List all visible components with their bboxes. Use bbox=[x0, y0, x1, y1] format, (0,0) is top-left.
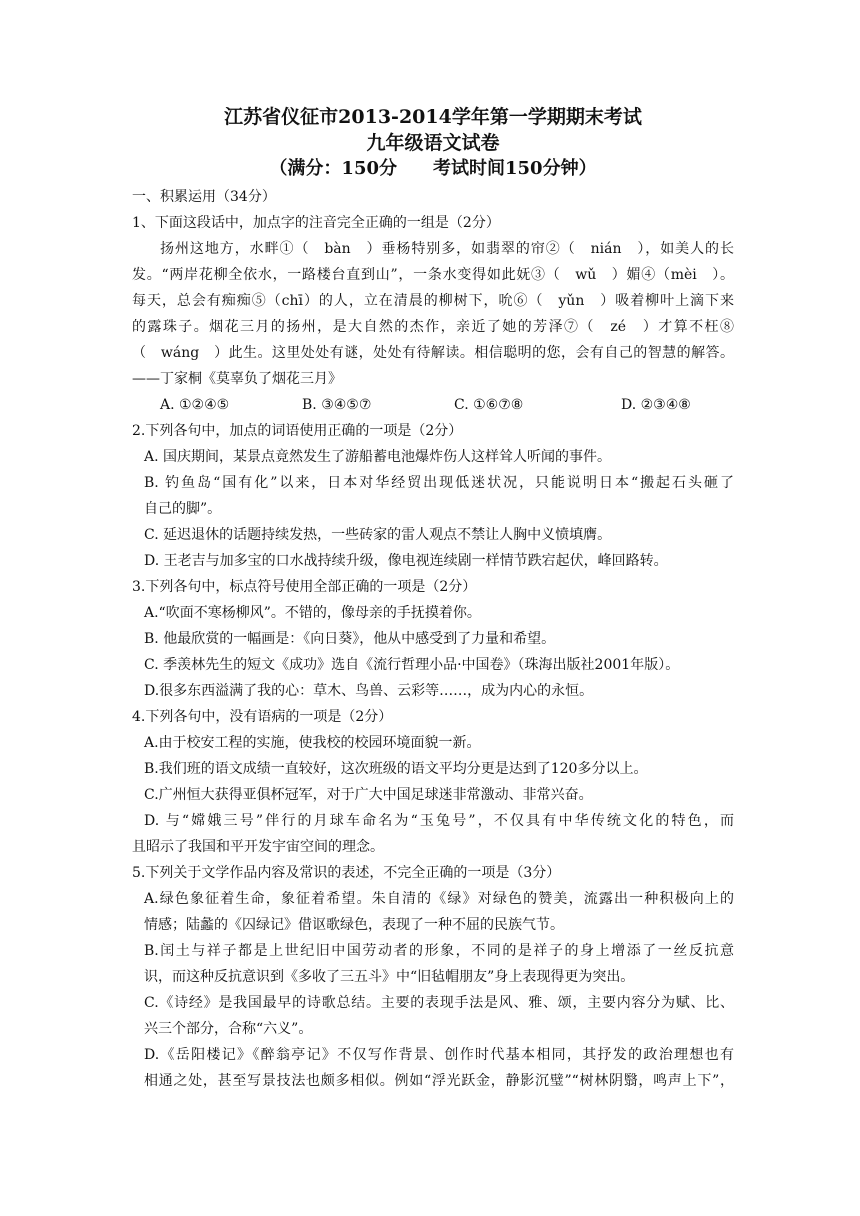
q4-option-line: D. 与“嫦娥三号”伴行的月球车命名为“玉兔号”，不仅具有中华传统文化的特色，而 bbox=[144, 813, 734, 829]
q1-option-d: D. ②③④⑧ bbox=[621, 397, 691, 413]
exam-title-line3: （满分：150分 考试时间150分钟） bbox=[269, 158, 597, 179]
q3-option-line: C. 季羡林先生的短文《成功》选自《流行哲理小品·中国卷》（珠海出版社2001年版）。 bbox=[144, 657, 680, 673]
q1-option-a: A. ①②④⑤ bbox=[160, 397, 230, 413]
q2-option-line: A. 国庆期间，某景点竟然发生了游船蓄电池爆炸伤人这样耸人听闻的事件。 bbox=[144, 449, 612, 465]
q2-option-line: D. 王老吉与加多宝的口水战持续升级，像电视连续剧一样情节跌宕起伏，峰回路转。 bbox=[144, 553, 668, 569]
q1-passage-source: ——丁家桐《莫辜负了烟花三月》 bbox=[132, 371, 342, 387]
q4-option-line: 且昭示了我国和平开发宇宙空间的理念。 bbox=[132, 839, 384, 855]
q5-option-line: A.绿色象征着生命，象征着希望。朱自清的《绿》对绿色的赞美，流露出一种积极向上的 bbox=[144, 891, 734, 907]
q4-option-line: A.由于校安工程的实施，使我校的校园环境面貌一新。 bbox=[144, 735, 481, 751]
q1-passage-line: 的露珠子。烟花三月的扬州，是大自然的杰作，亲近了她的芳泽⑦（ zé ）才算不枉⑧ bbox=[132, 319, 734, 335]
q3-option-line: B. 他最欣赏的一幅画是：《向日葵》，他从中感受到了力量和希望。 bbox=[144, 631, 556, 647]
q2-option-line: C. 延迟退休的话题持续发热，一些砖家的雷人观点不禁让人胸中义愤填膺。 bbox=[144, 527, 612, 543]
q1-option-b: B. ③④⑤⑦ bbox=[302, 397, 372, 413]
q1-passage-line: （ wáng ）此生。这里处处有谜，处处有待解读。相信聪明的您，会有自己的智慧的解答。 bbox=[132, 345, 734, 361]
exam-title-line1: 江苏省仪征市2013-2014学年第一学期期末考试 bbox=[224, 106, 642, 128]
q5-option-line: 兴三个部分，合称“六义”。 bbox=[144, 1021, 313, 1037]
q1-option-c: C. ①⑥⑦⑧ bbox=[454, 397, 524, 413]
q2-option-line: B. 钓鱼岛“国有化”以来，日本对华经贸出现低迷状况，只能说明日本“搬起石头砸了 bbox=[144, 475, 734, 491]
q5-option-line: 情感；陆蠡的《囚绿记》借讴歌绿色，表现了一种不屈的民族气节。 bbox=[144, 917, 564, 933]
exam-title-line2: 九年级语文试卷 bbox=[366, 132, 500, 154]
section-heading: 一、积累运用（34分） bbox=[132, 189, 276, 205]
q5-option-line: 相通之处，甚至写景技法也颇多相似。例如“浮光跃金，静影沉璧”“树林阴翳，鸣声上下”， bbox=[144, 1073, 734, 1089]
question-5-stem: 5.下列关于文学作品内容及常识的表述，不完全正确的一项是（3分） bbox=[132, 865, 561, 881]
question-3-stem: 3.下列各句中，标点符号使用全部正确的一项是（2分） bbox=[132, 579, 477, 595]
question-2-stem: 2.下列各句中，加点的词语使用正确的一项是（2分） bbox=[132, 423, 463, 439]
q1-passage-line: 扬州这地方，水畔①（ bàn ）垂杨特别多，如翡翠的帘②（ nián ），如美人的长 bbox=[160, 241, 734, 257]
q4-option-line: C.广州恒大获得亚俱杯冠军，对于广大中国足球迷非常激动、非常兴奋。 bbox=[144, 787, 593, 803]
q3-option-line: D.很多东西溢满了我的心：草木、鸟兽、云彩等……，成为内心的永恒。 bbox=[144, 683, 594, 699]
q5-option-line: C.《诗经》是我国最早的诗歌总结。主要的表现手法是风、雅、颂，主要内容分为赋、比、 bbox=[144, 995, 734, 1011]
q4-option-line: B.我们班的语文成绩一直较好，这次班级的语文平均分更是达到了120多分以上。 bbox=[144, 761, 648, 777]
q1-passage-line: 发。“两岸花柳全依水，一路楼台直到山”，一条水变得如此妩③（ wǔ ）媚④（mèi ）。 bbox=[132, 267, 734, 283]
question-4-stem: 4.下列各句中，没有语病的一项是（2分） bbox=[132, 709, 393, 725]
q1-options bbox=[132, 392, 734, 418]
question-1-stem: 1、下面这段话中，加点字的注音完全正确的一组是（2分） bbox=[132, 215, 500, 231]
q5-option-line: D.《岳阳楼记》《醉翁亭记》不仅写作背景、创作时代基本相同，其抒发的政治理想也有 bbox=[144, 1047, 734, 1063]
q5-option-line: 识，而这种反抗意识到《多收了三五斗》中“旧毡帽朋友”身上表现得更为突出。 bbox=[144, 969, 635, 985]
q2-option-line: 自己的脚”。 bbox=[144, 501, 222, 517]
q1-passage-line: 每天，总会有痴痴⑤（chī）的人，立在清晨的柳树下，吮⑥（ yǔn ）吸着柳叶上滴下来 bbox=[132, 293, 734, 309]
q3-option-line: A.“吹面不寒杨柳风”。不错的，像母亲的手抚摸着你。 bbox=[144, 605, 481, 621]
q5-option-line: B.闰土与祥子都是上世纪旧中国劳动者的形象，不同的是祥子的身上增添了一丝反抗意 bbox=[144, 943, 734, 959]
